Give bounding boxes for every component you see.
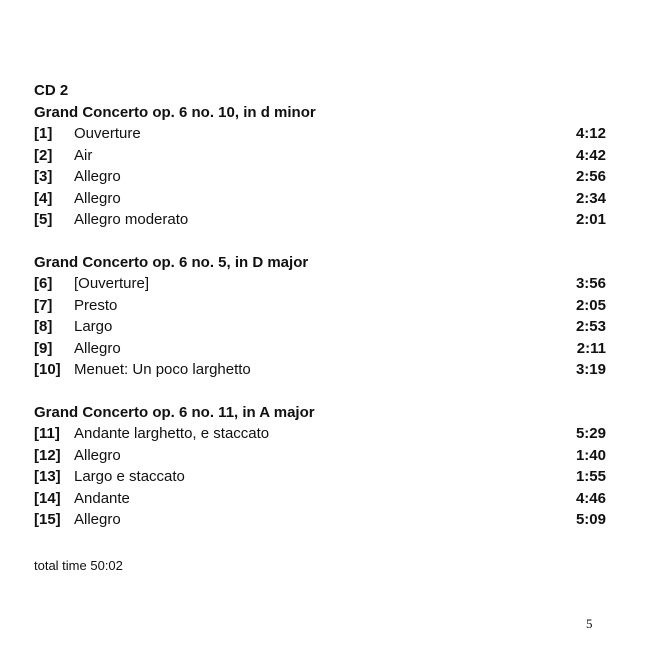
track-duration: 3:19 [575,361,606,378]
track-duration: 2:56 [575,168,606,185]
total-time: total time 50:02 [34,558,123,573]
track-title: Allegro [74,168,121,185]
track-title: Andante [74,489,130,507]
track-number: [2] [34,146,53,164]
track-duration: 2:11 [576,339,606,357]
track-number: [11] [34,425,60,442]
work-section [34,252,606,381]
track-number: [8] [34,318,53,335]
track-title: Largo [74,318,113,335]
track-duration: 3:56 [575,275,606,292]
track-duration: 2:01 [575,211,606,228]
track-number: [6] [34,275,53,292]
track-duration: 4:46 [575,489,606,507]
track-title: Air [74,146,93,164]
page-number: 5 [586,616,593,631]
track-row [34,509,606,531]
track-duration: 2:34 [575,189,606,207]
track-duration: 4:12 [575,125,606,142]
track-title: Allegro [74,339,121,357]
track-title: Allegro [74,511,121,528]
track-number: [14] [34,489,61,507]
track-title: Largo e staccato [74,468,185,485]
track-number: [7] [34,296,53,314]
track-number: [15] [34,511,61,528]
track-duration: 4:42 [575,146,606,164]
track-row [34,423,606,445]
work-title: Grand Concerto op. 6 no. 5, in D major [34,253,309,271]
track-title: Allegro [74,189,121,207]
track-number: [4] [34,189,53,207]
tracklist [34,80,606,531]
track-row [34,145,606,167]
track-duration: 1:40 [575,446,606,464]
track-row [34,445,606,467]
track-row [34,166,606,188]
work-section [34,102,606,231]
track-duration: 2:53 [575,318,606,335]
track-title: Allegro [74,446,121,464]
track-number: [5] [34,211,53,228]
track-row [34,316,606,338]
disc-label: CD 2 [34,82,69,99]
track-title: Andante larghetto, e staccato [74,425,270,442]
track-title: Presto [74,296,118,314]
track-number: [12] [34,446,61,464]
work-title: Grand Concerto op. 6 no. 10, in d minor [34,103,316,121]
work-section [34,402,606,531]
track-number: [13] [34,468,61,485]
track-row [34,359,606,381]
track-row [34,466,606,488]
track-number: [10] [34,361,61,378]
work-title: Grand Concerto op. 6 no. 11, in A major [34,403,315,421]
track-duration: 2:05 [575,296,606,314]
track-duration: 5:29 [575,425,606,442]
track-row [34,488,606,510]
track-row [34,188,606,210]
track-row [34,295,606,317]
track-title: Ouverture [74,125,141,142]
track-title: Allegro moderato [74,211,189,228]
track-number: [3] [34,168,53,185]
track-row [34,273,606,295]
track-duration: 5:09 [575,511,606,528]
track-row [34,209,606,231]
track-row [34,123,606,145]
track-title: Menuet: Un poco larghetto [74,361,251,378]
track-row [34,338,606,360]
track-number: [1] [34,125,53,142]
track-duration: 1:55 [575,468,606,485]
track-title: [Ouverture] [74,275,150,292]
track-number: [9] [34,339,53,357]
